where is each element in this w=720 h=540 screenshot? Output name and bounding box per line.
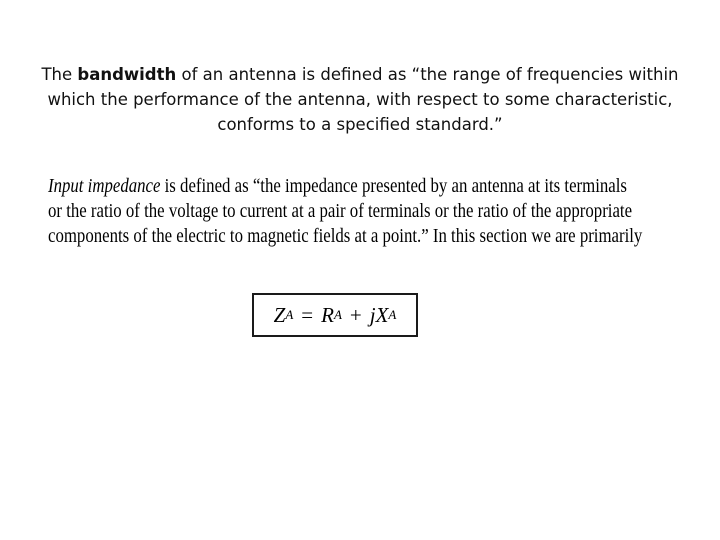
eq-z-sub: A — [285, 307, 294, 322]
excerpt-line-1-rest: is defined as “the impedance presented by an antenna at its terminals — [160, 175, 627, 197]
excerpt-line-2: or the ratio of the voltage to current at a pair of terminals or the ratio of the appropriate — [48, 200, 633, 222]
bandwidth-definition-text — [40, 62, 680, 137]
impedance-equation-box — [252, 293, 418, 337]
bandwidth-term: bandwidth — [77, 65, 177, 84]
bandwidth-lead: The — [41, 65, 78, 84]
eq-z: Z — [273, 302, 286, 327]
bandwidth-body: of an antenna is defined as “the range of frequencies within which the performance of the antenna, with respect to some characteristic, conforms to a specified standard.” — [47, 65, 679, 134]
eq-equals: = — [301, 302, 314, 327]
input-impedance-scanned-excerpt — [48, 174, 643, 248]
excerpt-line-3: components of the electric to magnetic fields at a point.” In this section we are primarily — [48, 225, 643, 247]
eq-r: R — [321, 302, 334, 327]
eq-jx: jX — [369, 302, 389, 327]
eq-r-sub: A — [333, 307, 342, 322]
input-impedance-term: Input impedance — [48, 175, 161, 197]
excerpt-line-1 — [48, 174, 627, 199]
eq-x-sub: A — [388, 307, 397, 322]
eq-plus: + — [349, 302, 362, 327]
